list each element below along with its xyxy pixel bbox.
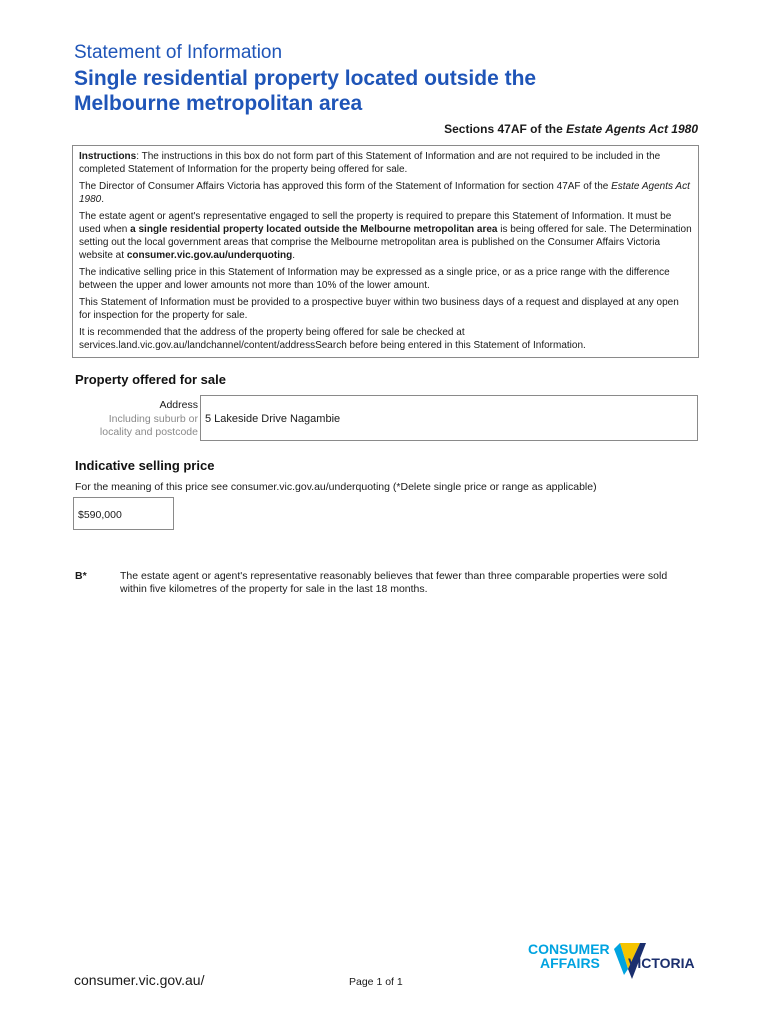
address-label-main: Address bbox=[159, 399, 198, 411]
section-b-text: The estate agent or agent's representative reasonably believes that fewer than three comparable properties were sold within five kilometres of the property for sale in the last 18 months. bbox=[120, 570, 668, 595]
instructions-paragraph-1: Instructions: The instructions in this box do not form part of this Statement of Information and are not required to be included in the completed Statement of Information for the property being offered for sale. bbox=[79, 151, 661, 175]
address-field[interactable]: 5 Lakeside Drive Nagambie bbox=[200, 395, 698, 441]
address-label bbox=[74, 399, 198, 440]
instructions-paragraph-6: It is recommended that the address of the property being offered for sale be checked at services.land.vic.gov.au/landchannel/content/addressSearch before being entered in this Statement of Information. bbox=[79, 327, 586, 351]
page-number: Page 1 of 1 bbox=[349, 976, 403, 988]
instructions-box bbox=[72, 145, 699, 358]
legislation-reference bbox=[444, 122, 698, 136]
instructions-paragraph-3: The estate agent or agent's representative engaged to sell the property is required to prepare this Statement of Information. It must be used when a single residential property located outside the Melbourne metropolitan area is being offered for sale. The Determination setting out the local government areas that comprise the Melbourne metropolitan area is published on the Consumer Affairs Victoria website at consumer.vic.gov.au/underquoting. bbox=[79, 211, 692, 261]
form-title-line-1: Single residential property located outside the bbox=[74, 67, 537, 90]
section-b-label: B* bbox=[75, 570, 87, 582]
single-price-field[interactable]: $590,000 bbox=[73, 497, 174, 530]
form-pre-title: Statement of Information bbox=[74, 42, 283, 63]
address-label-sub1: Including suburb or bbox=[108, 412, 198, 425]
footer-url[interactable]: consumer.vic.gov.au/ bbox=[74, 972, 205, 988]
legislation-prefix: Sections 47AF of the bbox=[444, 122, 567, 136]
logo-line-1: CONSUMER bbox=[528, 941, 610, 957]
logo-line-3: VICTORIA bbox=[628, 955, 695, 971]
logo-line-2: AFFAIRS bbox=[540, 955, 600, 971]
consumer-affairs-victoria-logo-mark bbox=[528, 939, 708, 989]
instructions-label: Instructions bbox=[79, 151, 137, 162]
instructions-paragraph-5: This Statement of Information must be provided to a prospective buyer within two business days of a request and displayed at any open for inspection for the property for sale. bbox=[79, 297, 679, 321]
form-title bbox=[74, 66, 694, 116]
instructions-paragraph-2: The Director of Consumer Affairs Victoria has approved this form of the Statement of Information for section 47AF of the Estate Agents Act 1980. bbox=[79, 181, 690, 205]
underquoting-link[interactable]: consumer.vic.gov.au/underquoting bbox=[126, 250, 293, 261]
instructions-paragraph-4: The indicative selling price in this Statement of Information may be expressed as a single price, or as a price range with the difference between the upper and lower amounts not more than 10% of the lower amount. bbox=[79, 267, 670, 291]
price-heading: Indicative selling price bbox=[75, 458, 215, 473]
address-label-sub2: locality and postcode bbox=[99, 426, 198, 438]
consumer-affairs-victoria-logo bbox=[528, 939, 708, 989]
legislation-act: Estate Agents Act 1980 bbox=[566, 122, 698, 136]
property-heading: Property offered for sale bbox=[75, 372, 226, 387]
price-meaning-text: For the meaning of this price see consumer.vic.gov.au/underquoting (*Delete single price or range as applicable) bbox=[75, 481, 597, 493]
form-title-line-2: Melbourne metropolitan area bbox=[74, 92, 363, 115]
